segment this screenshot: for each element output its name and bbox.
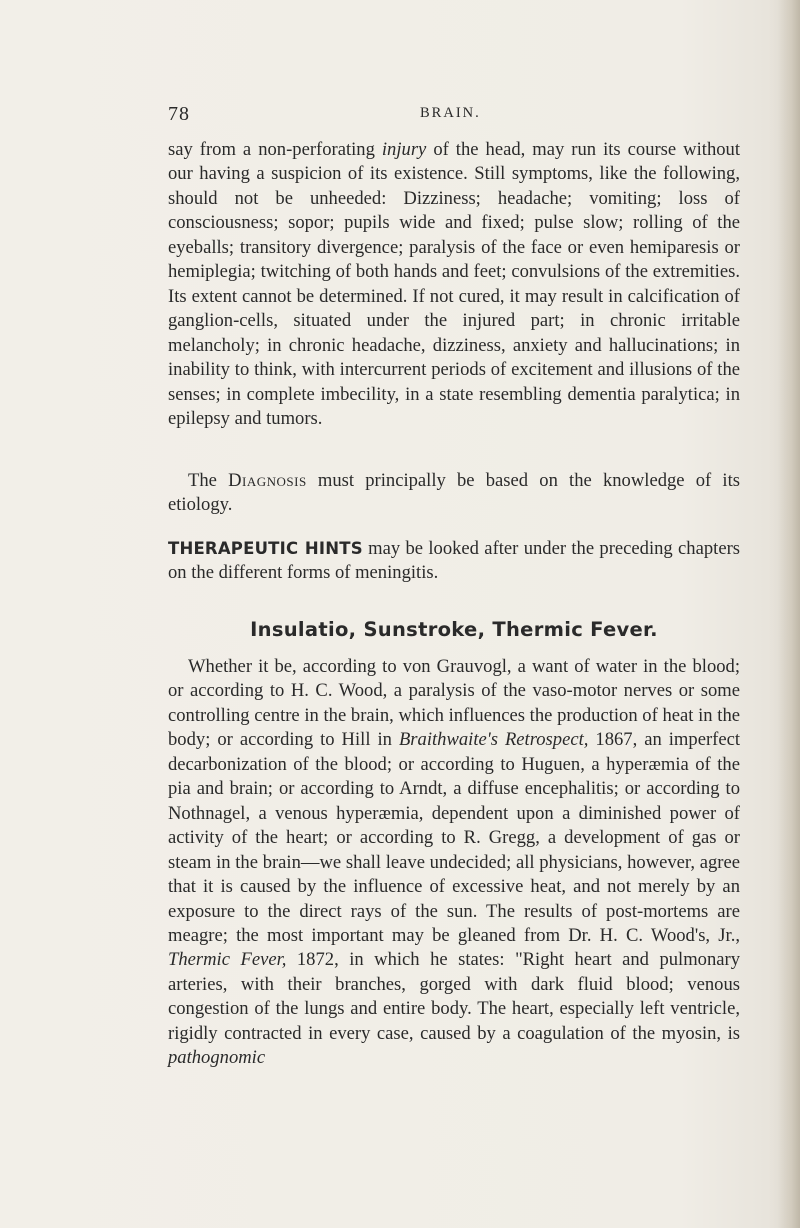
p4-text-3: 1872, in which he states: "Right heart and pulmonary arteries, with their branches, gorged with dark fluid blood; venous congestion of the lungs and entire body. The heart, especially left ventricle, rigidly contracted in every case, caused by a coagulation of the myosin, is [168, 949, 740, 1044]
paragraph-sunstroke-causes [168, 655, 740, 1071]
page-header [0, 103, 800, 127]
page-edge-shadow [778, 0, 800, 1228]
diagnosis-term: Diagnosis [228, 470, 307, 491]
paragraph-diagnosis [168, 469, 740, 518]
paragraph-therapeutic-hints [168, 537, 740, 586]
p3-rest: may be looked after under the preceding chapters on the different forms of meningitis. [168, 538, 740, 584]
p4-citation-braithwaite: Braithwaite's Retrospect, [398, 729, 589, 751]
therapeutic-hints-label: THERAPEUTIC HINTS [168, 539, 363, 558]
section-heading: Insulatio, Sunstroke, Thermic Fever. [250, 618, 658, 641]
p1-emphasis-injury: injury [381, 139, 427, 160]
p4-citation-thermic-fever: Thermic Fever, [168, 949, 287, 971]
p2-rest: must principally be based on the knowledge of its etiology. [168, 470, 740, 516]
p4-text-1: Whether it be, according to von Grauvogl, a want of water in the blood; or according to H. C. Wood, a paralysis of the vaso-motor nerves or some controlling centre in the brain, which influences the production of heat in the body; or according to Hill in [168, 656, 740, 751]
p2-lead: The [188, 470, 229, 491]
p1-text: say from a non-perforating [168, 139, 382, 160]
running-title: BRAIN. [420, 105, 481, 121]
p4-text-2: 1867, an imperfect decarbonization of the blood; or according to Huguen, a hyperæmia of the pia and brain; or according to Arndt, a diffuse encephalitis; or according to Nothnagel, a venous hyperæmia, dependent upon a diminished power of activity of the heart; or according to R. Gregg, a development of gas or steam in the brain—we shall leave undecided; all physicians, however, agree that it is caused by the influence of excessive heat, and not merely by an exposure to the direct rays of the sun. The results of post-mortems are meagre; the most important may be gleaned from Dr. H. C. Wood's, Jr., [168, 729, 741, 946]
page-number: 78 [168, 103, 190, 125]
p4-emphasis-pathognomic: pathognomic [168, 1047, 266, 1069]
p1-text-continued: of the head, may run its course without our having a suspicion of its existence. Still symptoms, like the following, should not be unheeded: Dizziness; headache; vomiting; loss of consciousness; sopor; pupils wide and fixed; pulse slow; rolling of the eyeballs; transitory divergence; paralysis of the face or even hemiparesis or hemiplegia; twitching of both hands and feet; convulsions of the extremities. Its extent cannot be determined. If not cured, it may result in calcification of ganglion-cells, situated under the injured part; in chronic irritable melancholy; in chronic headache, dizziness, anxiety and hallucinations; in inability to think, with intercurrent periods of excitement and illusions of the senses; in complete imbecility, in a state resembling dementia paralytica; in epilepsy and tumors. [168, 139, 740, 429]
paragraph-injury-symptoms [168, 138, 740, 431]
